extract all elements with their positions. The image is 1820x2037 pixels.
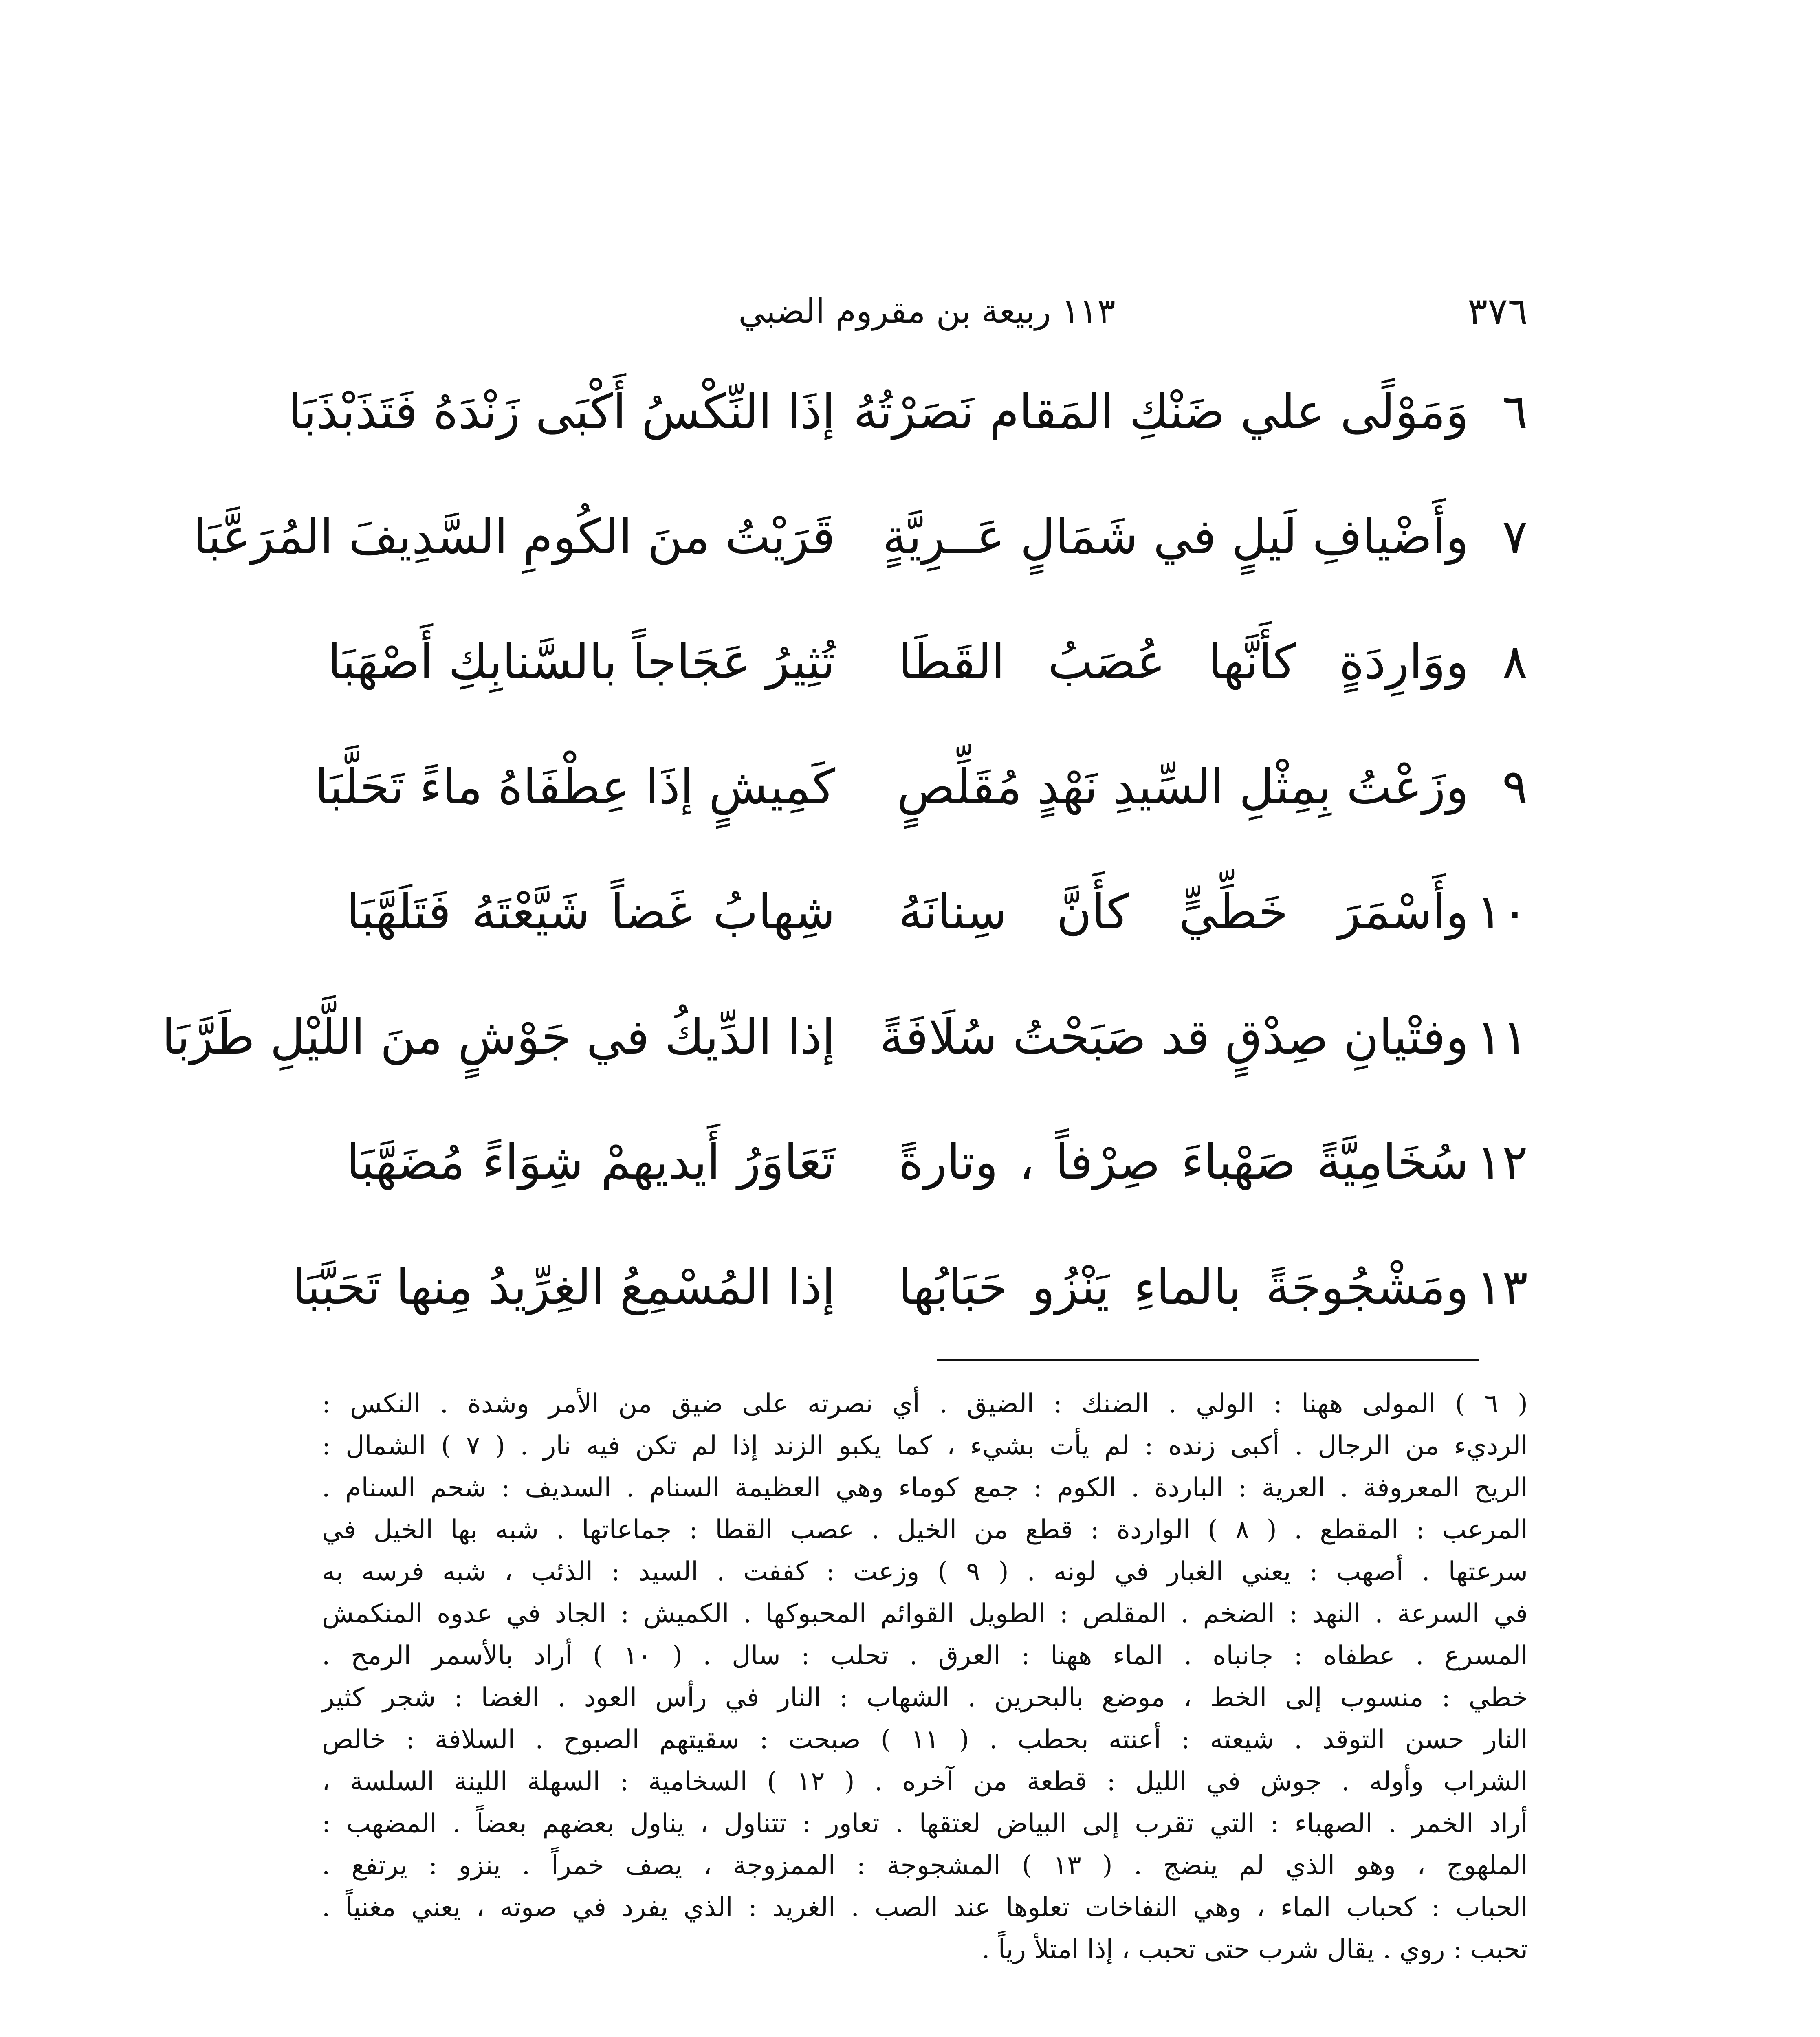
verse-first-hemistich: وأَسْمَرَ خَطِّيٍّ كأَنَّ سِنانَهُ: [898, 884, 1469, 940]
verse-second-hemistich: إذَا النِّكْسُ أَكْبَى زَنْدَهُ فَتَذَبْذَبَا: [288, 383, 835, 440]
verse-9: [315, 726, 1528, 851]
footnote-line: تحبب : روي . يقال شرب حتى تحبب ، إذا امتلأ رياً .: [982, 1934, 1528, 1964]
verse-second-hemistich: تُثِيرُ عَجَاجاً بالسَّنابِكِ أَصْهَبَا: [328, 634, 835, 690]
footnote-line: الريح المعروفة . العرية : الباردة . الكوم : جمع كوماء وهي العظيمة السنام . السديف : شحم السنام .: [322, 1473, 1528, 1503]
verse-6: [288, 350, 1528, 475]
footnote-line: المسرع . عطفاه : جانباه . الماء ههنا : العرق . تحلب : سال . ( ١٠ ) أراد بالأسمر الرمح .: [322, 1641, 1528, 1671]
page-number: ٣٧٦: [1467, 290, 1528, 333]
verse-7: [193, 475, 1528, 601]
footnote-line: في السرعة . النهد : الضخم . المقلص : الطويل القوائم المحبوكها . الكميش : الجاد في عدوه المنكمش: [322, 1599, 1528, 1629]
verse-second-hemistich: قَرَيْتُ منَ الكُومِ السَّدِيفَ المُرَعَّبَا: [193, 508, 835, 565]
page-header: [326, 285, 1528, 338]
footnotes: [322, 1383, 1528, 1971]
running-title: ١١٣ ربيعة بن مقروم الضبي: [738, 292, 1116, 331]
verse-13: [292, 1226, 1528, 1351]
verse-first-hemistich: ووَارِدَةٍ كأَنَّها عُصَبُ القَطَا: [898, 634, 1469, 690]
footnote-line: أراد الخمر . الصهباء : التي تقرب إلى البياض لعتقها . تعاور : تتناول ، يناول بعضهم بعضاً . المضهب :: [322, 1808, 1528, 1839]
verse-number: ١١: [1476, 1009, 1528, 1065]
verse-first-hemistich: وفتْيانِ صِدْقٍ قد صَبَحْتُ سُلَافَةً: [879, 1009, 1469, 1065]
poem-verses: [162, 350, 1528, 1351]
verse-10: [326, 851, 1528, 976]
verse-8: [326, 601, 1528, 726]
verse-first-hemistich: وزَعْتُ بِمِثْلِ السِّيدِ نَهْدٍ مُقَلِّصٍ: [897, 759, 1469, 815]
verse-number: ٩: [1502, 759, 1528, 815]
verse-second-hemistich: إذا الدِّيكُ في جَوْشٍ منَ اللَّيْلِ طَرَّبَا: [162, 1009, 835, 1065]
verse-11: [162, 976, 1528, 1101]
verse-number: ٦: [1502, 383, 1528, 440]
verse-number: ١٠: [1476, 884, 1528, 940]
footnote-line: ( ٦ ) المولى ههنا : الولي . الضنك : الضيق . أي نصرته على ضيق من الأمر وشدة . النكس :: [322, 1389, 1528, 1419]
verse-number: ٧: [1502, 508, 1528, 565]
verse-number: ١٢: [1476, 1134, 1528, 1190]
footnote-line: الملهوج ، وهو الذي لم ينضج . ( ١٣ ) المشجوجة : الممزوجة ، يصف خمراً . ينزو : يرتفع .: [322, 1850, 1528, 1881]
verse-number: ٨: [1502, 634, 1528, 690]
verse-second-hemistich: شِهابُ غَضاً شَيَّعْتَهُ فَتَلَهَّبَا: [346, 884, 835, 940]
verse-first-hemistich: وأَضْيافِ لَيلٍ في شَمَالٍ عَــرِيَّةٍ: [882, 508, 1469, 565]
verse-second-hemistich: تَعَاوَرُ أَيديهمْ شِوَاءً مُضَهَّبَا: [346, 1134, 835, 1190]
footnote-line: خطي : منسوب إلى الخط ، موضع بالبحرين . الشهاب : النار في رأس العود . الغضا : شجر كثير: [322, 1683, 1528, 1713]
footnote-divider: [937, 1359, 1479, 1361]
footnote-line: الحباب : كحباب الماء ، وهي النفاخات تعلوها عند الصب . الغريد : الذي يفرد في صوته ، يعني مغنياً .: [322, 1892, 1528, 1923]
footnote-line: سرعتها . أصهب : يعني الغبار في لونه . ( ٩ ) وزعت : كففت . السيد : الذئب ، شبه فرسه به: [322, 1557, 1528, 1587]
verse-second-hemistich: كَمِيشٍ إذَا عِطْفَاهُ ماءً تَحَلَّبَا: [315, 759, 835, 815]
verse-first-hemistich: سُخَامِيَّةً صَهْباءَ صِرْفاً ، وتارةً: [898, 1134, 1469, 1190]
footnote-line: النار حسن التوقد . شيعته : أعنته بحطب . ( ١١ ) صبحت : سقيتهم الصبوح . السلافة : خالص: [322, 1725, 1528, 1755]
footnote-line: الشراب وأوله . جوش في الليل : قطعة من آخره . ( ١٢ ) السخامية : السهلة اللينة السلسة ،: [322, 1766, 1528, 1797]
footnote-line: الرديء من الرجال . أكبى زنده : لم يأت بشيء ، كما يكبو الزند إذا لم تكن فيه نار . ( ٧ ) الشمال :: [322, 1431, 1528, 1461]
footnote-line: المرعب : المقطع . ( ٨ ) الواردة : قطع من الخيل . عصب القطا : جماعاتها . شبه بها الخيل في: [322, 1515, 1528, 1545]
verse-12: [326, 1101, 1528, 1226]
verse-number: ١٣: [1476, 1259, 1528, 1315]
verse-first-hemistich: وَمَوْلًى علي ضَنْكِ المَقام نَصَرْتُهُ: [853, 383, 1469, 440]
verse-second-hemistich: إذا المُسْمِعُ الغِرِّيدُ مِنها تَحَبَّبَا: [292, 1259, 835, 1315]
verse-first-hemistich: ومَشْجُوجَةً بالماءِ يَنْزُو حَبَابُها: [898, 1259, 1469, 1315]
